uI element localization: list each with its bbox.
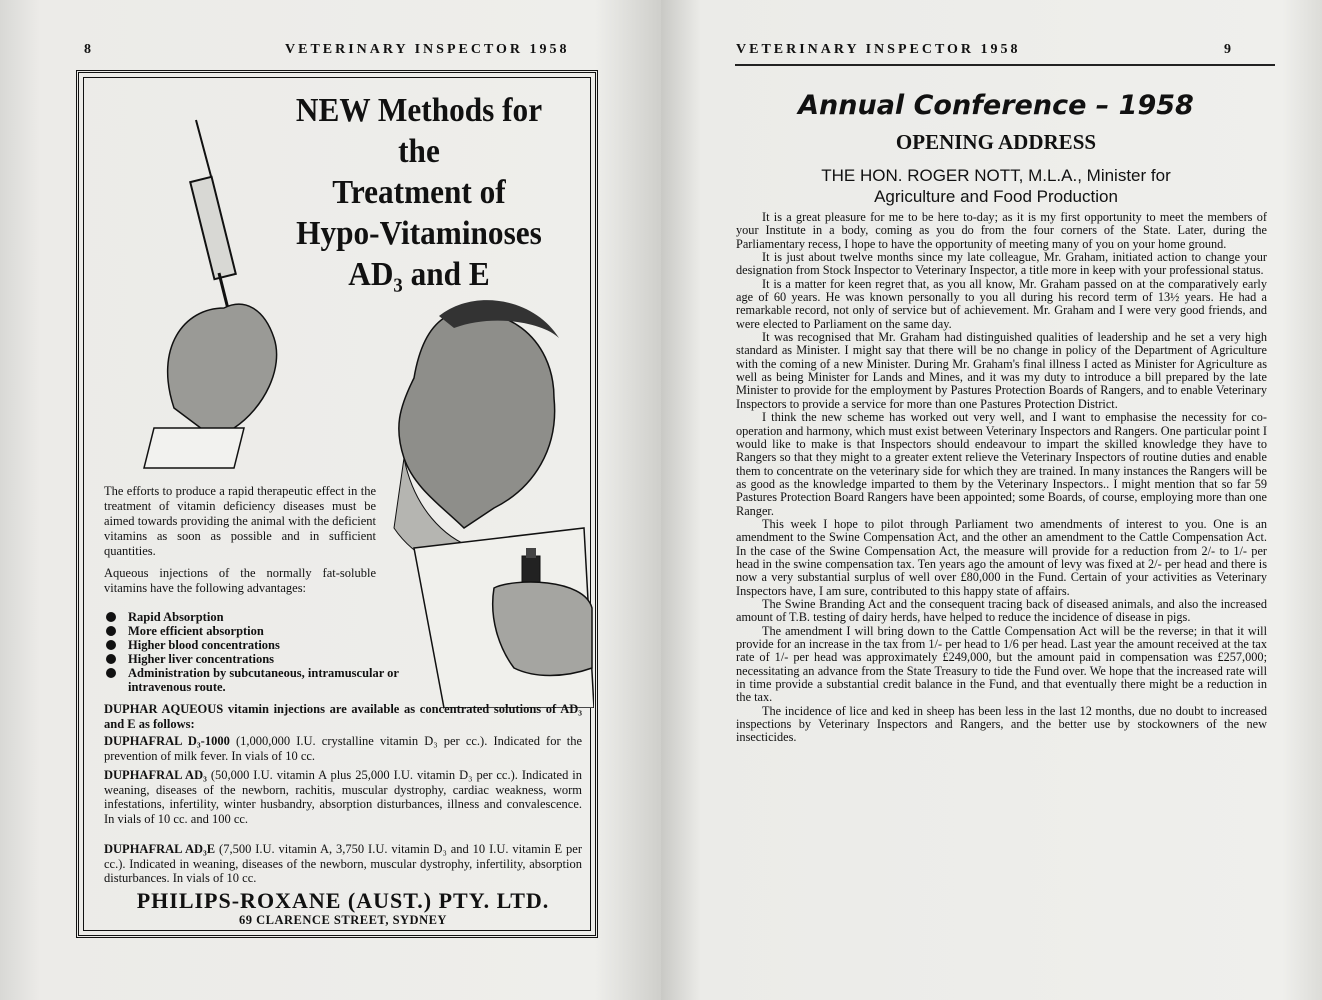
paragraph: This week I hope to pilot through Parliament two amendments of interest to you. One is an amendment to the Swine Compensation Act, and the other an amendment to the Cattle Compensation Act. In the case of the Swine Compensation Act, the measure will provide for a reduction from 2/- to 1/- per head in the swine compensation tax. Ten years ago the amount of levy was fixed at 2/- per head and there is now a very substantial surplus of well over £80,000 in the Fund. Certain of your activities as Veterinary Inspectors have, I am sure, contributed to this happy state of affairs. [736, 516, 1267, 598]
hand-icon [144, 304, 277, 468]
product-name: DUPHAFRAL AD₃E [104, 842, 216, 856]
page-number: 8 [84, 42, 94, 57]
page-number: 9 [1224, 42, 1234, 57]
header-rule [735, 64, 1275, 66]
paragraph: The incidence of lice and ked in sheep has been less in the last 12 months, due no doubt to increased inspections by Veterinary Inspectors and Rangers, and the better use by stockowners of the new insecticides. [736, 703, 1267, 745]
company-address: 69 CLARENCE STREET, SYDNEY [239, 913, 447, 927]
article-subtitle: OPENING ADDRESS [895, 130, 1097, 154]
bullet-icon [106, 626, 116, 636]
list-item: Administration by subcutaneous, intramuscular or intravenous route. [104, 666, 428, 694]
running-title: VETERINARY INSPECTOR 1958 [285, 42, 570, 57]
advantages-list [104, 610, 428, 694]
product-name: DUPHAFRAL AD₃ [104, 768, 207, 782]
article-body [736, 211, 1267, 745]
product-desc: (50,000 I.U. vitamin A plus 25,000 I.U. vitamin D₃ per cc.). Indicated in weaning, diseases of the newborn, rachitis, muscular dystrophy, cardiac weakness, worm infestations, infertility, winter husbandry, absorption disturbances, illness and convalescence. In vials of 10 cc. and 100 cc. [104, 768, 582, 826]
byline-line: THE HON. ROGER NOTT, M.L.A., Minister for [821, 166, 1171, 185]
paragraph: It is a great pleasure for me to be here to-day; as it is my first opportunity to meet the members of your Institute in a body, coming as you do from the four corners of the State. Later, during the Parliamentary recess, I hope to have the opportunity of meeting many of you on your home ground. [736, 210, 1267, 251]
list-item: More efficient absorption [104, 624, 428, 638]
company-name: PHILIPS-ROXANE (AUST.) PTY. LTD. [136, 888, 550, 913]
running-head-left [0, 42, 661, 62]
paragraph: It was recognised that Mr. Graham had distinguished qualities of leadership and he set a very high standard as Minister. I might say that there will be no change in policy of the Department of Agriculture with the coming of a new Minister. During Mr. Graham's final illness I acted as Minister for Agriculture as well as being Minister for Lands and Mines, and it was my duty to introduce a bill prepared by the late Minister to provide for the employment by Pastures Protection Boards of Rangers, and to enable Veterinary Inspectors to provide a service for more than one Pastures Protection District. [736, 330, 1267, 411]
running-title: VETERINARY INSPECTOR 1958 [736, 42, 1021, 57]
product-entry [104, 842, 582, 886]
paragraph: I think the new scheme has worked out very well, and I want to emphasise the necessity for co-operation and harmony, which must exist between Veterinary Inspectors and Rangers. One particular point I would like to make is that Inspectors should endeavour to impart the skilled knowledge they have to Rangers so that they might to a greater extent relieve the Veterinary Inspectors of routine duties and enable them to concentrate on the veterinary side for which they are trained. In many instances the Rangers will be as good as the knowledge imparted to them by the Veterinary Inspectors.. I might mention that so far 59 Pastures Protection Board Rangers have been appointed; some Boards, of course, employing more than one Ranger. [736, 410, 1267, 518]
headline-line: NEW Methods for the [295, 92, 543, 170]
product-name: DUPHAFRAL D₃-1000 [104, 734, 230, 748]
ad-headline [272, 90, 566, 295]
product-desc: (1,000,000 I.U. crystalline vitamin D₃ per cc.). Indicated for the prevention of milk fever. In vials of 10 cc. [104, 734, 583, 763]
bullet-icon [106, 654, 116, 664]
ad-availability: DUPHAR AQUEOUS vitamin injections are available as concentrated solutions of AD₃ and E as follows: [104, 702, 582, 731]
running-head-right [661, 42, 1322, 62]
article-byline [736, 165, 1256, 207]
paragraph: The amendment I will bring down to the Cattle Compensation Act will be the reverse; in that it will provide for an increase in the tax from 1/- per head to 1/6 per head. Last year the amount received at the tax rate of 1/- per head was approximately £249,000, but the amount paid in compensation was £257,000; necessitating an advance from the State Treasury to tide the Fund over. We hope that the increased rate will in time provide a substantial credit balance in the Fund, and that eventually there might be a reduction in the tax. [736, 623, 1267, 705]
bullet-icon [106, 612, 116, 622]
paragraph: The Swine Branding Act and the consequent tracing back of diseased animals, and also the increased amount of T.B. testing of dairy herds, have helped to reduce the incidence of disease in pigs. [736, 596, 1267, 625]
article-title: Annual Conference – 1958 [798, 90, 1194, 121]
headline-line: AD₃ and E [348, 256, 490, 293]
list-item: Higher blood concentrations [104, 638, 428, 652]
headline-line: Treatment of [332, 174, 506, 211]
ad-intro-text: The efforts to produce a rapid therapeutic effect in the treatment of vitamin deficiency diseases must be aimed towards providing the animal with the deficient vitamins as soon as possible and in sufficient quantities. [104, 484, 376, 558]
headline-line: Hypo-Vitaminoses [296, 215, 542, 252]
list-item: Higher liver concentrations [104, 652, 428, 666]
bullet-icon [106, 640, 116, 650]
paragraph: It is just about twelve months since my late colleague, Mr. Graham, initiated action to change your designation from Stock Inspector to Veterinary Inspector, a title more in keep with your professional status. [736, 250, 1267, 278]
product-entry [104, 734, 582, 763]
product-entry [104, 768, 582, 826]
list-item: Rapid Absorption [104, 610, 428, 624]
ad-inner-border [83, 77, 591, 931]
ad-aqueous-text: Aqueous injections of the normally fat-soluble vitamins have the following advantages: [104, 566, 376, 595]
bullet-icon [106, 668, 116, 678]
byline-line: Agriculture and Food Production [874, 187, 1118, 206]
product-desc: (7,500 I.U. vitamin A, 3,750 I.U. vitamin D₃ and 10 I.U. vitamin E per cc.). Indicated in weaning, diseases of the newborn, muscular dystrophy, infertility, absorption disturbances. In vials of 10 cc. [104, 842, 582, 885]
advertisement [76, 70, 598, 938]
paragraph: It is a matter for keen regret that, as you all know, Mr. Graham passed on at the comparatively early age of 60 years. He was known personally to you all during his record term of 13½ years. He had a remarkable record, not only of service but of achievement. Mr. Graham and I were very good friends, and were elected to Parliament on the same day. [736, 276, 1267, 331]
right-page [661, 0, 1322, 1000]
